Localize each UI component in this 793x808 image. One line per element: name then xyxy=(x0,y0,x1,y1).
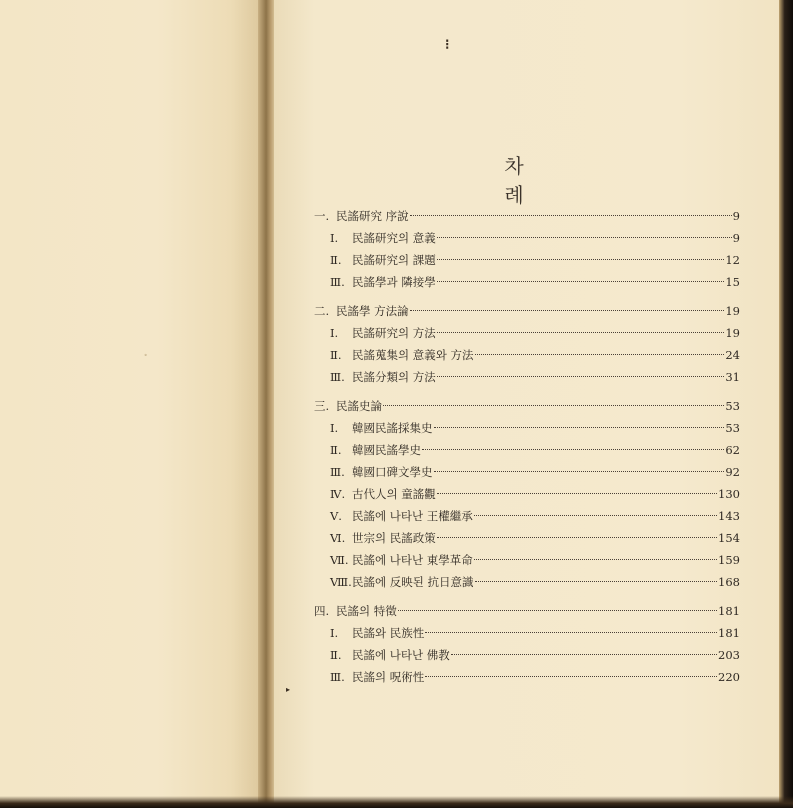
entry-number: Ⅰ. xyxy=(330,231,339,245)
entry-title: 民謠研究의 意義 xyxy=(352,231,436,245)
toc-title: 차 례 xyxy=(504,154,588,207)
entry-title: 民謠研究의 方法 xyxy=(352,326,436,340)
dot-leader xyxy=(475,353,725,355)
entry-title: 韓國民謠採集史 xyxy=(352,421,433,435)
entry-title: 韓國民謠學史 xyxy=(352,443,421,457)
entry-number: Ⅱ. xyxy=(330,443,342,457)
page-number: 19 xyxy=(725,326,740,340)
dot-leader xyxy=(410,214,732,216)
page-number: 9 xyxy=(732,209,740,223)
entry-number: 三. xyxy=(314,399,330,413)
dot-leader xyxy=(434,426,725,428)
entry-title: 民謠研究 序說 xyxy=(336,209,409,223)
section-entry[interactable] xyxy=(314,366,740,388)
dot-leader xyxy=(437,492,717,494)
page-number: 62 xyxy=(725,443,740,457)
page-number: 220 xyxy=(718,670,740,684)
section-entry[interactable] xyxy=(314,322,740,344)
page-number: 130 xyxy=(718,487,740,501)
page-number: 9 xyxy=(732,231,740,245)
entry-number: Ⅷ. xyxy=(330,575,352,589)
dot-leader xyxy=(425,631,717,633)
page-number: 154 xyxy=(718,531,740,545)
left-page xyxy=(0,0,262,808)
page-number: 143 xyxy=(718,509,740,523)
entry-number: Ⅰ. xyxy=(330,421,339,435)
section-entry[interactable] xyxy=(314,622,740,644)
dot-leader xyxy=(383,404,724,406)
dot-leader xyxy=(474,558,717,560)
dot-leader xyxy=(398,609,717,611)
page-number: 53 xyxy=(725,421,740,435)
chapter-entry[interactable] xyxy=(314,395,740,417)
page-number: 53 xyxy=(725,399,740,413)
dot-leader xyxy=(422,448,724,450)
section-entry[interactable] xyxy=(314,666,740,688)
entry-number: Ⅱ. xyxy=(330,253,342,267)
entry-title: 民謠와 民族性 xyxy=(352,626,425,640)
page-number: 181 xyxy=(718,626,740,640)
dot-leader xyxy=(434,470,725,472)
entry-number: Ⅰ. xyxy=(330,626,339,640)
entry-number: Ⅴ. xyxy=(330,509,342,523)
dot-leader xyxy=(437,536,717,538)
entry-number: Ⅶ. xyxy=(330,553,349,567)
section-entry[interactable] xyxy=(314,505,740,527)
page-number: 181 xyxy=(718,604,740,618)
entry-title: 民謠에 나타난 王權繼承 xyxy=(352,509,473,523)
section-entry[interactable] xyxy=(314,271,740,293)
table-of-contents xyxy=(314,205,740,688)
page-number: 24 xyxy=(725,348,740,362)
ink-smudge-mark: ⁝ xyxy=(445,37,450,53)
entry-number: 一. xyxy=(314,209,330,223)
section-entry[interactable] xyxy=(314,483,740,505)
chapter-entry[interactable] xyxy=(314,205,740,227)
entry-title: 民謠에 나타난 東學革命 xyxy=(352,553,473,567)
dot-leader xyxy=(437,331,725,333)
chapter-entry[interactable] xyxy=(314,600,740,622)
dot-leader xyxy=(425,675,717,677)
entry-number: Ⅲ. xyxy=(330,465,345,479)
section-entry[interactable] xyxy=(314,344,740,366)
page-edge-shadow xyxy=(779,0,793,808)
entry-title: 民謠史論 xyxy=(336,399,382,413)
dot-leader xyxy=(437,375,725,377)
section-entry[interactable] xyxy=(314,227,740,249)
entry-title: 古代人의 童謠觀 xyxy=(352,487,436,501)
entry-title: 民謠에 反映된 抗日意識 xyxy=(352,575,474,589)
dot-leader xyxy=(475,580,718,582)
section-entry[interactable] xyxy=(314,571,740,593)
page-number: 31 xyxy=(725,370,740,384)
entry-number: 二. xyxy=(314,304,330,318)
entry-number: Ⅱ. xyxy=(330,648,342,662)
entry-title: 民謠蒐集의 意義와 方法 xyxy=(352,348,474,362)
entry-title: 民謠의 呪術性 xyxy=(352,670,425,684)
section-entry[interactable] xyxy=(314,249,740,271)
section-entry[interactable] xyxy=(314,439,740,461)
dot-leader xyxy=(410,309,725,311)
entry-title: 民謠分類의 方法 xyxy=(352,370,436,384)
entry-title: 民謠에 나타난 佛教 xyxy=(352,648,450,662)
paper-speck: ▸ xyxy=(286,685,291,694)
entry-title: 民謠學 方法論 xyxy=(336,304,409,318)
dot-leader xyxy=(437,258,725,260)
page-number: 203 xyxy=(718,648,740,662)
entry-number: Ⅰ. xyxy=(330,326,339,340)
paper-speck: ∘ xyxy=(144,351,148,359)
entry-title: 民謠學과 隣接學 xyxy=(352,275,436,289)
dot-leader xyxy=(437,236,732,238)
entry-number: Ⅳ. xyxy=(330,487,346,501)
page-number: 92 xyxy=(725,465,740,479)
entry-title: 韓國口碑文學史 xyxy=(352,465,433,479)
page-number: 159 xyxy=(718,553,740,567)
entry-title: 民謠研究의 課題 xyxy=(352,253,436,267)
entry-title: 民謠의 特徵 xyxy=(336,604,397,618)
entry-number: Ⅲ. xyxy=(330,670,345,684)
page-number: 19 xyxy=(725,304,740,318)
page-number: 15 xyxy=(725,275,740,289)
entry-title: 世宗의 民謠政策 xyxy=(352,531,436,545)
entry-number: Ⅲ. xyxy=(330,370,345,384)
chapter-entry[interactable] xyxy=(314,300,740,322)
bottom-edge-shadow xyxy=(0,796,793,808)
dot-leader xyxy=(451,653,717,655)
section-entry[interactable] xyxy=(314,417,740,439)
entry-number: Ⅱ. xyxy=(330,348,342,362)
dot-leader xyxy=(437,280,725,282)
entry-number: Ⅵ. xyxy=(330,531,346,545)
entry-number: 四. xyxy=(314,604,330,618)
section-entry[interactable] xyxy=(314,644,740,666)
section-entry[interactable] xyxy=(314,549,740,571)
section-entry[interactable] xyxy=(314,527,740,549)
dot-leader xyxy=(474,514,717,516)
page-number: 12 xyxy=(725,253,740,267)
page-number: 168 xyxy=(718,575,740,589)
section-entry[interactable] xyxy=(314,461,740,483)
entry-number: Ⅲ. xyxy=(330,275,345,289)
